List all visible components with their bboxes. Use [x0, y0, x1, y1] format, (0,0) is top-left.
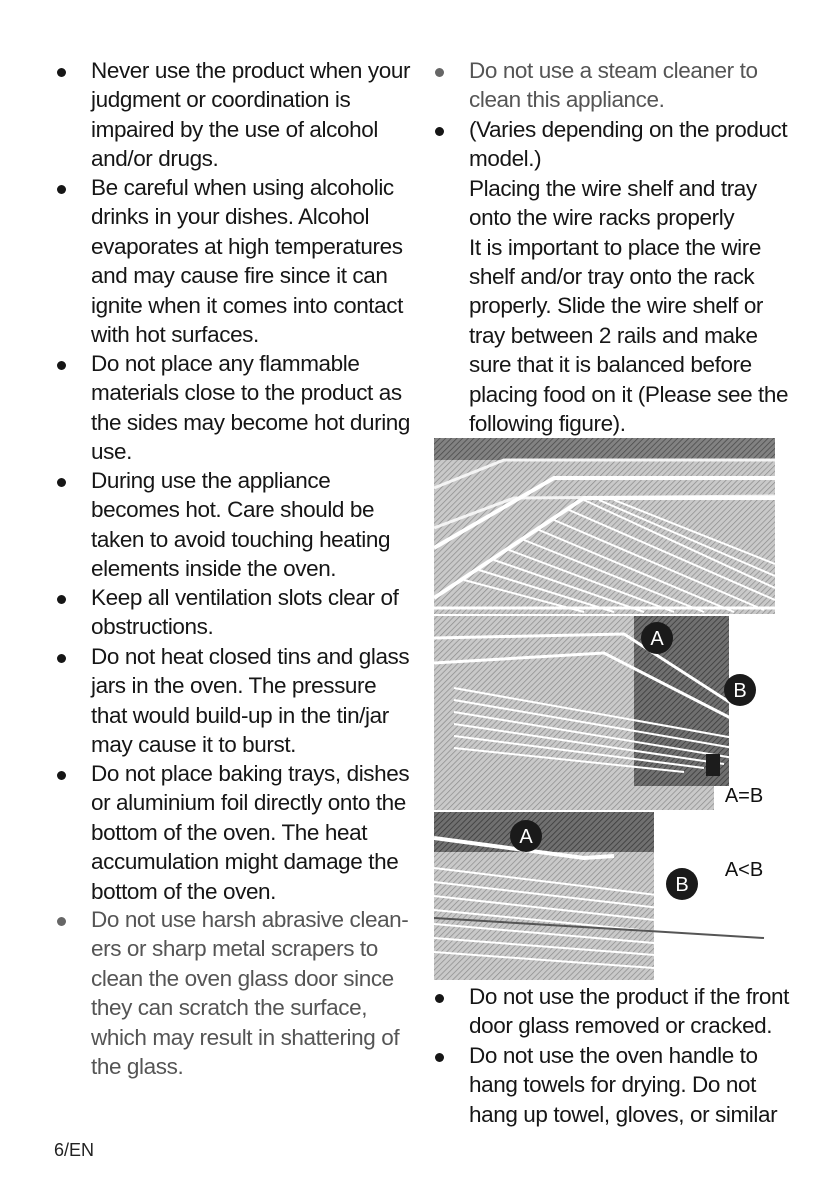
- page-number: 6/EN: [54, 1140, 95, 1160]
- list-item: Keep all ventilation slots clear of obstructions.: [52, 583, 412, 642]
- list-item: Do not use harsh abrasive clean- ers or sharp metal scrapers to clean the oven glass door since they can scratch the surface, which may result in shattering of the glass.: [52, 905, 412, 1081]
- label-b-less: B: [675, 874, 689, 896]
- list-item: Do not use a steam cleaner to clean this appliance.: [430, 56, 800, 115]
- wire-shelf-illustration: [434, 438, 775, 980]
- wire-shelf-figure: [434, 438, 775, 980]
- left-column: [52, 56, 412, 1081]
- label-a-equal: A: [650, 628, 664, 650]
- oven-rack-panel-top: [434, 438, 775, 614]
- label-b-equal: B: [733, 680, 747, 702]
- caption-equal: A=B: [724, 785, 764, 807]
- list-item: Never use the product when your judgment or coordination is impaired by the use of alcohol and/or drugs.: [52, 56, 412, 173]
- safety-list-left: [52, 56, 412, 1081]
- caption-less: A<B: [724, 859, 764, 881]
- right-column-bottom: [430, 982, 800, 1129]
- shelf-instructions: It is important to place the wire shelf and/or tray onto the rack properly. Slide the wire shelf or tray between 2 rails and make sure that it is balanced before placing food on it (Please see the following figure).: [469, 234, 789, 437]
- label-a-less: A: [519, 826, 533, 848]
- shelf-heading: Placing the wire shelf and tray onto the wire racks properly: [469, 175, 757, 231]
- model-note: (Varies depending on the product model.): [469, 117, 788, 172]
- safety-list-right-bottom: [430, 982, 800, 1129]
- safety-list-right: [430, 56, 800, 438]
- list-item: [430, 115, 800, 438]
- list-item: Do not heat closed tins and glass jars in the oven. The pressure that would build-up in the tin/jar may cause it to burst.: [52, 642, 412, 759]
- list-item: Do not place baking trays, dishes or aluminium foil directly onto the bottom of the oven. The heat accumulation might damage the bottom of the oven.: [52, 759, 412, 905]
- list-item: Do not use the product if the front door glass removed or cracked.: [430, 982, 800, 1041]
- oven-rack-panel-equal: [434, 616, 775, 810]
- oven-rack-panel-less: [434, 812, 775, 980]
- list-item: Do not place any flammable materials close to the product as the sides may become hot during use.: [52, 349, 412, 466]
- right-column: [430, 56, 800, 438]
- list-item: During use the appliance becomes hot. Care should be taken to avoid touching heating elements inside the oven.: [52, 466, 412, 583]
- list-item: Be careful when using alcoholic drinks in your dishes. Alcohol evaporates at high temperatures and may cause fire since it can ignite when it comes into contact with hot surfaces.: [52, 173, 412, 349]
- list-item: Do not use the oven handle to hang towels for drying. Do not hang up towel, gloves, or similar: [430, 1041, 800, 1129]
